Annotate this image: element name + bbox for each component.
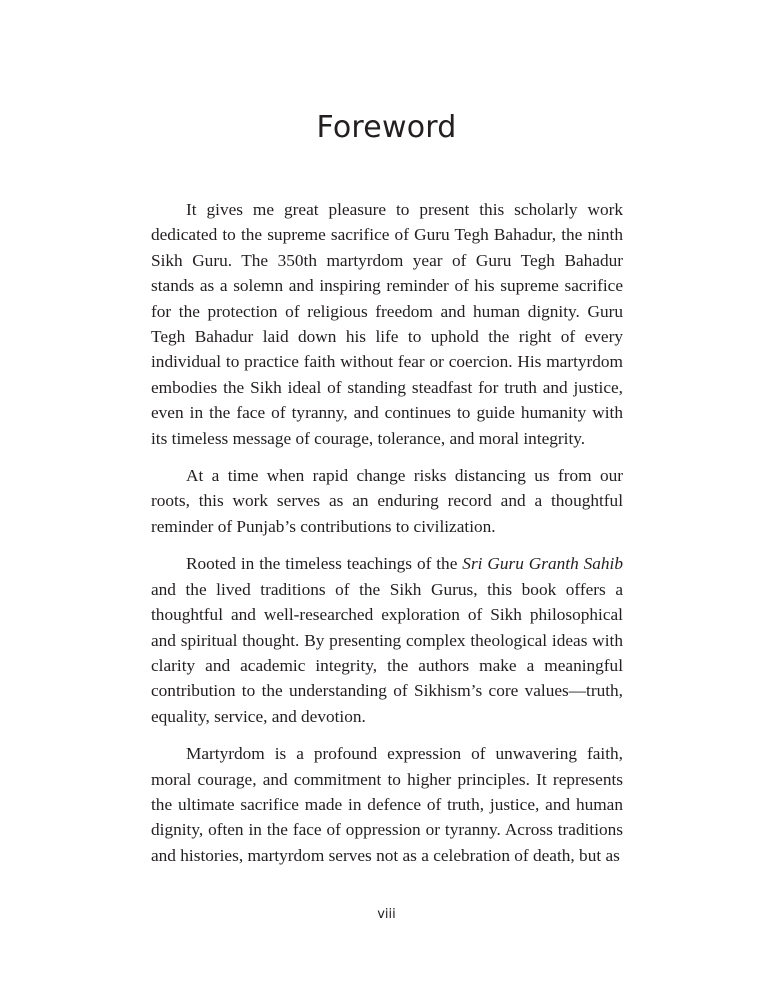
scripture-title: Sri Guru Granth Sahib [462, 554, 623, 574]
page-number: viii [377, 907, 396, 922]
paragraph-2: At a time when rapid change risks distancing us from our roots, this work serves as an enduring record and a thoughtful reminder of Punjab’s contributions to civilization. [151, 466, 623, 536]
foreword-body [151, 197, 623, 880]
paragraph-3-lead: Rooted in the timeless teachings of the [186, 554, 463, 574]
page-title: Foreword [316, 110, 457, 145]
paragraph-4: Martyrdom is a profound expression of unwavering faith, moral courage, and commitment to higher principles. It represents the ultimate sacrifice made in defence of truth, justice, and human dignity, often in the face of oppression or tyranny. Across traditions and histories, martyrdom serves not as a celebration of death, but as [151, 744, 623, 865]
paragraph-3-rest: and the lived traditions of the Sikh Gurus, this book offers a thoughtful and well-researched exploration of Sikh philosophical and spiritual thought. By presenting complex theological ideas with clarity and academic integrity, the authors make a meaningful contribution to the understanding of Sikhism’s core values—truth, equality, service, and devotion. [151, 579, 623, 726]
paragraph-1: It gives me great pleasure to present this scholarly work dedicated to the supreme sacrifice of Guru Tegh Bahadur, the ninth Sikh Guru. The 350th martyrdom year of Guru Tegh Bahadur stands as a solemn and inspiring reminder of his supreme sacrifice for the protection of religious freedom and human dignity. Guru Tegh Bahadur laid down his life to uphold the right of every individual to practice faith without fear or coercion. His martyrdom embodies the Sikh ideal of standing steadfast for truth and justice, even in the face of tyranny, and continues to guide humanity with its timeless message of courage, tolerance, and moral integrity. [151, 200, 623, 448]
paragraph-3 [151, 551, 623, 729]
